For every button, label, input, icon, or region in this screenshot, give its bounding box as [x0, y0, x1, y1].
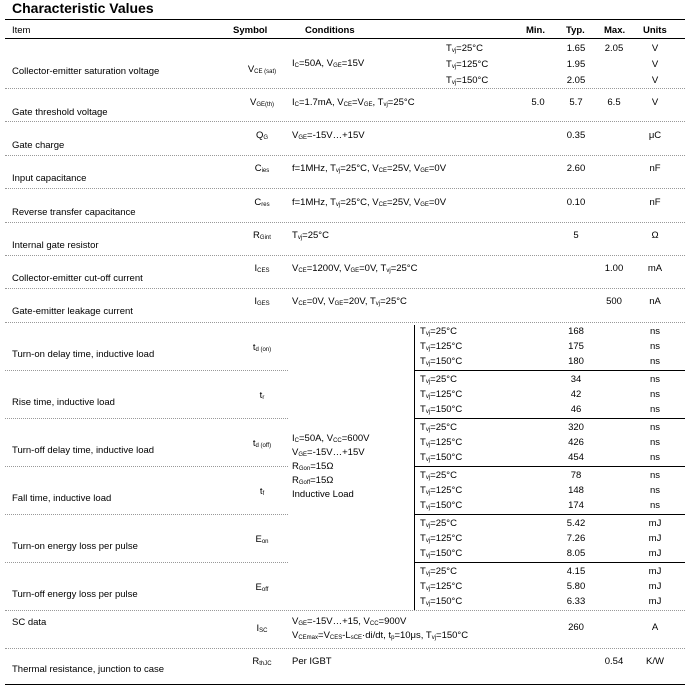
- typ-value: 5.42: [566, 518, 586, 529]
- typ-value: 175: [568, 341, 584, 352]
- row-divider: [414, 370, 685, 371]
- typ-value: 168: [568, 326, 584, 337]
- page-title: Characteristic Values: [12, 0, 154, 16]
- symbol: $R_{Gint}$: [253, 230, 271, 241]
- unit-value: mA: [647, 263, 663, 274]
- temp-column-divider: [414, 325, 415, 610]
- typ-value: 426: [568, 437, 584, 448]
- symbol: $E_{on}$: [255, 534, 269, 545]
- header-units: Units: [643, 25, 667, 36]
- typ-value: 1.95: [566, 59, 586, 70]
- temp-condition: $T_{vj}=25^\circ C$: [446, 43, 483, 54]
- item-label: Internal gate resistor: [12, 240, 99, 251]
- row-divider: [5, 514, 288, 515]
- unit-value: ns: [649, 356, 661, 367]
- typ-value: 260: [568, 622, 584, 633]
- unit-value: mJ: [648, 533, 662, 544]
- header-conditions: Conditions: [305, 25, 355, 36]
- temp-condition: $T_{vj}=125^\circ C$: [446, 59, 489, 70]
- symbol: $t_r$: [259, 390, 265, 401]
- header-typ: Typ.: [566, 25, 585, 36]
- temp-condition: $T_{vj}=150^\circ C$: [420, 452, 463, 463]
- item-label: Rise time, inductive load: [12, 397, 115, 408]
- conditions: $V_{GE}=-15V\dots+15$, $V_{CC}=900V$: [292, 616, 407, 627]
- typ-value: 174: [568, 500, 584, 511]
- temp-condition: $T_{vj}=150^\circ C$: [420, 548, 463, 559]
- unit-value: ns: [649, 500, 661, 511]
- symbol: $V_{GE(th)}$: [249, 97, 274, 108]
- conditions: $V_{CEmax}=V_{CES}-L_{sCE}\cdot di/dt$, $t_p=10\mu s$, $T_{vj}=150^\circ C$: [292, 630, 469, 641]
- typ-value: 180: [568, 356, 584, 367]
- symbol: $I_{SC}$: [256, 623, 268, 634]
- typ-value: 0.10: [566, 197, 586, 208]
- row-divider: [5, 188, 685, 189]
- typ-value: 1.65: [566, 43, 586, 54]
- header-item: Item: [12, 25, 31, 36]
- unit-value: ns: [649, 389, 661, 400]
- unit-value: mJ: [648, 581, 662, 592]
- temp-condition: $T_{vj}=25^\circ C$: [420, 518, 457, 529]
- typ-value: 8.05: [566, 548, 586, 559]
- symbol: $Q_G$: [255, 130, 269, 141]
- symbol: $I_{CES}$: [254, 263, 270, 274]
- row-divider: [5, 418, 288, 419]
- unit-value: nA: [649, 296, 661, 307]
- temp-condition: $T_{vj}=125^\circ C$: [420, 485, 463, 496]
- item-label: Turn-on delay time, inductive load: [12, 349, 155, 360]
- temp-condition: $T_{vj}=150^\circ C$: [420, 500, 463, 511]
- row-divider: [414, 466, 685, 467]
- typ-value: 2.60: [566, 163, 586, 174]
- symbol: $t_{d (off)}$: [252, 438, 272, 449]
- row-divider: [5, 610, 685, 611]
- item-label: Turn-on energy loss per pulse: [12, 541, 138, 552]
- unit-value: ns: [649, 470, 661, 481]
- unit-value: V: [651, 75, 659, 86]
- item-label: Turn-off energy loss per pulse: [12, 589, 138, 600]
- temp-condition: $T_{vj}=125^\circ C$: [420, 341, 463, 352]
- switching-condition: $I_C=50A$, $V_{CC}=600V$: [292, 433, 370, 444]
- max-value: 1.00: [604, 263, 624, 274]
- unit-value: nF: [649, 197, 661, 208]
- conditions: f=1MHz, $T_{vj}=25^\circ C$, $V_{CE}=25V$, $V_{GE}=0V$: [292, 197, 447, 208]
- row-divider: [5, 155, 685, 156]
- temp-condition: $T_{vj}=25^\circ C$: [420, 374, 457, 385]
- typ-value: 46: [570, 404, 582, 415]
- conditions: $I_C=1.7mA$, $V_{CE}=V_{GE}$, $T_{vj}=25^\circ C$: [292, 97, 415, 108]
- typ-value: 78: [570, 470, 582, 481]
- temp-condition: $T_{vj}=150^\circ C$: [446, 75, 489, 86]
- row-divider: [5, 88, 685, 89]
- item-label: Collector-emitter saturation voltage: [12, 66, 160, 77]
- unit-value: ns: [649, 374, 661, 385]
- switching-condition: $R_{Gon}=15\Omega$: [292, 461, 334, 472]
- typ-value: 0.35: [566, 130, 586, 141]
- unit-value: μC: [648, 130, 662, 141]
- unit-value: ns: [649, 341, 661, 352]
- conditions: $V_{GE}=-15V\dots+15V$: [292, 130, 365, 141]
- typ-value: 2.05: [566, 75, 586, 86]
- max-value: 500: [606, 296, 622, 307]
- temp-condition: $T_{vj}=125^\circ C$: [420, 581, 463, 592]
- temp-condition: $T_{vj}=25^\circ C$: [420, 422, 457, 433]
- temp-condition: $T_{vj}=125^\circ C$: [420, 437, 463, 448]
- min-value: 5.0: [531, 97, 545, 108]
- item-label: Input capacitance: [12, 173, 87, 184]
- unit-value: nF: [649, 163, 661, 174]
- row-divider: [5, 370, 288, 371]
- typ-value: 34: [570, 374, 582, 385]
- row-divider: [414, 418, 685, 419]
- max-value: 6.5: [607, 97, 621, 108]
- row-divider: [5, 648, 685, 649]
- symbol: $I_{GES}$: [254, 296, 270, 307]
- typ-value: 148: [568, 485, 584, 496]
- item-label: Thermal resistance, junction to case: [12, 664, 165, 675]
- item-label: Fall time, inductive load: [12, 493, 112, 504]
- unit-value: K/W: [646, 656, 664, 667]
- unit-value: A: [651, 622, 659, 633]
- typ-value: 5: [573, 230, 579, 241]
- row-divider: [414, 562, 685, 563]
- temp-condition: $T_{vj}=25^\circ C$: [420, 566, 457, 577]
- conditions: $T_{vj}=25^\circ C$: [292, 230, 329, 241]
- unit-value: ns: [649, 485, 661, 496]
- conditions: $I_C=50A$, $V_{GE}=15V$: [292, 58, 365, 69]
- unit-value: Ω: [651, 230, 659, 241]
- switching-condition: $R_{Goff}=15\Omega$: [292, 475, 334, 486]
- item-label: Reverse transfer capacitance: [12, 207, 136, 218]
- switching-condition: Inductive Load: [292, 489, 354, 500]
- row-divider: [5, 255, 685, 256]
- unit-value: V: [651, 97, 659, 108]
- conditions: Per IGBT: [292, 656, 332, 667]
- symbol: $V_{CE (sat)}$: [247, 64, 277, 75]
- row-divider: [414, 514, 685, 515]
- symbol: $R_{thJC}$: [252, 656, 272, 667]
- unit-value: mJ: [648, 596, 662, 607]
- unit-value: mJ: [648, 566, 662, 577]
- item-label: Turn-off delay time, inductive load: [12, 445, 155, 456]
- temp-condition: $T_{vj}=150^\circ C$: [420, 356, 463, 367]
- unit-value: ns: [649, 404, 661, 415]
- header-symbol: Symbol: [233, 25, 268, 36]
- row-divider: [5, 222, 685, 223]
- typ-value: 6.33: [566, 596, 586, 607]
- typ-value: 5.80: [566, 581, 586, 592]
- conditions: f=1MHz, $T_{vj}=25^\circ C$, $V_{CE}=25V$, $V_{GE}=0V$: [292, 163, 447, 174]
- temp-condition: $T_{vj}=125^\circ C$: [420, 389, 463, 400]
- symbol: $t_f$: [259, 486, 265, 497]
- temp-condition: $T_{vj}=125^\circ C$: [420, 533, 463, 544]
- unit-value: ns: [649, 326, 661, 337]
- temp-condition: $T_{vj}=150^\circ C$: [420, 404, 463, 415]
- typ-value: 320: [568, 422, 584, 433]
- symbol: $E_{off}$: [255, 582, 269, 593]
- max-value: 2.05: [604, 43, 624, 54]
- row-divider: [5, 121, 685, 122]
- unit-value: mJ: [648, 518, 662, 529]
- typ-value: 5.7: [569, 97, 583, 108]
- conditions: $V_{CE}=0V$, $V_{GE}=20V$, $T_{vj}=25^\circ C$: [292, 296, 407, 307]
- unit-value: ns: [649, 452, 661, 463]
- typ-value: 7.26: [566, 533, 586, 544]
- item-label: Collector-emitter cut-off current: [12, 273, 143, 284]
- symbol: $C_{ies}$: [254, 163, 270, 174]
- unit-value: ns: [649, 437, 661, 448]
- header-min: Min.: [526, 25, 545, 36]
- unit-value: ns: [649, 422, 661, 433]
- row-divider: [5, 322, 685, 323]
- item-label: Gate charge: [12, 140, 65, 151]
- conditions: $V_{CE}=1200V$, $V_{GE}=0V$, $T_{vj}=25^\circ C$: [292, 263, 418, 274]
- temp-condition: $T_{vj}=25^\circ C$: [420, 470, 457, 481]
- item-label: SC data: [12, 617, 47, 628]
- item-label: Gate-emitter leakage current: [12, 306, 133, 317]
- symbol: $t_{d (on)}$: [252, 342, 272, 353]
- unit-value: mJ: [648, 548, 662, 559]
- max-value: 0.54: [604, 656, 624, 667]
- unit-value: V: [651, 59, 659, 70]
- row-divider: [5, 466, 288, 467]
- typ-value: 42: [570, 389, 582, 400]
- header-max: Max.: [604, 25, 626, 36]
- temp-condition: $T_{vj}=25^\circ C$: [420, 326, 457, 337]
- symbol: $C_{res}$: [254, 197, 270, 208]
- header-top-rule: [5, 19, 685, 20]
- table-bottom-rule: [5, 684, 685, 685]
- header-bottom-rule: [5, 38, 685, 39]
- row-divider: [5, 562, 288, 563]
- temp-condition: $T_{vj}=150^\circ C$: [420, 596, 463, 607]
- unit-value: V: [651, 43, 659, 54]
- typ-value: 4.15: [566, 566, 586, 577]
- item-label: Gate threshold voltage: [12, 107, 108, 118]
- row-divider: [5, 288, 685, 289]
- switching-condition: $V_{GE}=-15V\dots+15V$: [292, 447, 365, 458]
- typ-value: 454: [568, 452, 584, 463]
